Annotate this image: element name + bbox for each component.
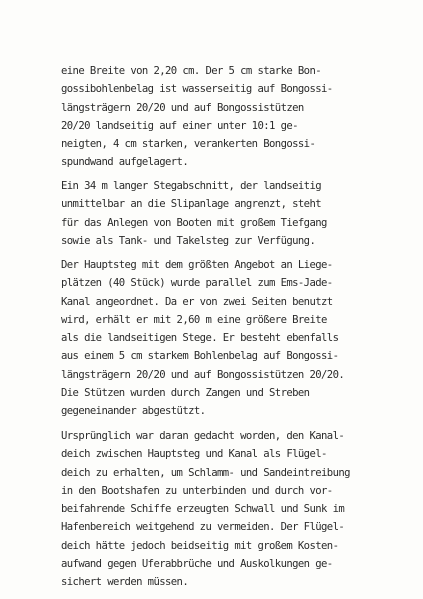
- paragraph-3: [61, 256, 373, 421]
- paragraph-4: [61, 427, 373, 592]
- text-line: Der Hauptsteg mit dem größten Angebot an Liege-: [61, 259, 333, 271]
- text-line: für das Anlegen von Booten mit großem Tiefgang: [61, 216, 327, 229]
- text-line: gegeneinander abgestützt.: [61, 405, 206, 418]
- text-line: sichert werden müssen.: [61, 576, 189, 589]
- text-line: unmittelbar an die Slipanlage angrenzt, steht: [61, 198, 322, 211]
- text-line: gossibohlenbelag ist wasserseitig auf Bongossi-: [61, 83, 333, 96]
- text-line: deich zwischen Hauptsteg und Kanal als Flügel-: [61, 448, 327, 461]
- text-line: 20/20 landseitig auf einer unter 10:1 ge-: [61, 119, 298, 132]
- text-line: längsträgern 20/20 und auf Bongossistützen: [61, 101, 304, 114]
- text-line: längsträgern 20/20 und auf Bongossistützen 20/20.: [61, 368, 345, 381]
- text-line: aus einem 5 cm starkem Bohlenbelag auf Bongossi-: [61, 350, 339, 363]
- paragraph-2: [61, 177, 373, 250]
- text-line: Hafenbereich weitgehend zu vermeiden. Der Flügel-: [61, 521, 345, 534]
- text-line: beifahrende Schiffe erzeugten Schwall und Sunk im: [61, 503, 345, 516]
- paragraph-1: [61, 62, 373, 172]
- text-line: als die landseitigen Stege. Er besteht ebenfalls: [61, 332, 339, 345]
- text-line: deich hätte jedoch beidseitig mit großem Kosten-: [61, 539, 339, 552]
- text-line: in den Bootshafen zu unterbinden und durch vor-: [61, 484, 333, 497]
- text-line: Ursprünglich war daran gedacht worden, den Kanal-: [61, 430, 345, 442]
- text-line: spundwand aufgelagert.: [61, 156, 189, 169]
- text-line: eine Breite von 2,20 cm. Der 5 cm starke Bon-: [61, 65, 322, 77]
- text-line: neigten, 4 cm starken, verankerten Bongossi-: [61, 138, 316, 151]
- text-line: Die Stützen wurden durch Zangen und Streben: [61, 387, 310, 400]
- text-line: plätzen (40 Stück) wurde parallel zum Ems-Jade-: [61, 277, 333, 290]
- text-line: Kanal angeordnet. Da er von zwei Seiten benutzt: [61, 295, 333, 308]
- text-line: wird, erhält er mit 2,60 m eine größere Breite: [61, 313, 327, 326]
- text-line: Ein 34 m langer Stegabschnitt, der landseitig: [61, 180, 322, 192]
- text-line: sowie als Tank- und Takelsteg zur Verfügung.: [61, 234, 316, 247]
- text-line: aufwand gegen Uferabbrüche und Auskolkungen ge-: [61, 558, 333, 571]
- text-line: deich zu erhalten, um Schlamm- und Sandeintreibung: [61, 466, 350, 479]
